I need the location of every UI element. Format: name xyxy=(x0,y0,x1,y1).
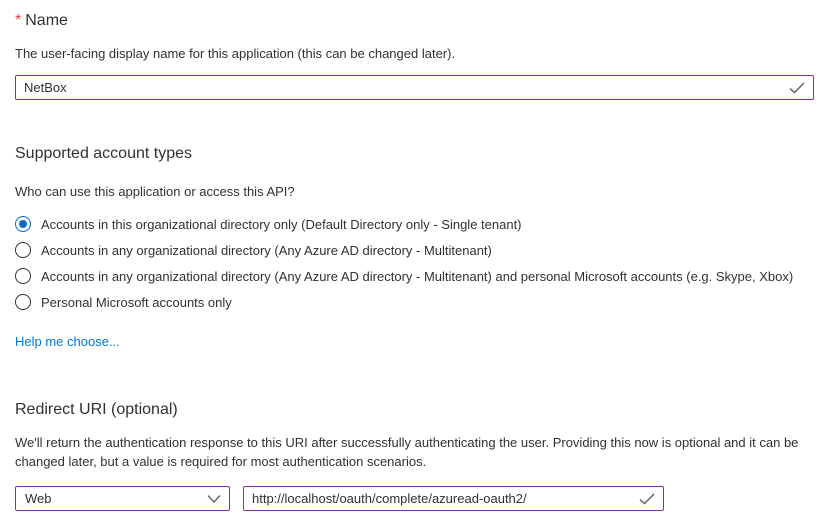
account-types-question: Who can use this application or access this API? xyxy=(15,184,295,199)
account-types-title: Supported account types xyxy=(15,145,193,162)
radio-option-personal-only[interactable] xyxy=(15,289,814,315)
platform-select[interactable] xyxy=(15,486,230,511)
name-title-text: Name xyxy=(25,12,68,29)
name-input-wrap xyxy=(15,75,814,100)
radio-option-multitenant[interactable] xyxy=(15,237,814,263)
radio-option-single-tenant[interactable] xyxy=(15,211,814,237)
radio-button-icon[interactable] xyxy=(15,242,31,258)
chevron-down-icon xyxy=(207,494,221,503)
name-description: The user-facing display name for this application (this can be changed later). xyxy=(15,46,456,61)
radio-option-multitenant-personal[interactable] xyxy=(15,263,814,289)
radio-button-icon[interactable] xyxy=(15,268,31,284)
radio-option-label: Accounts in any organizational directory (Any Azure AD directory - Multitenant) and personal Microsoft accounts (e.g. Skype, Xbox) xyxy=(41,268,794,284)
required-asterisk: * xyxy=(15,12,22,29)
redirect-uri-section xyxy=(15,400,814,511)
account-type-radio-group xyxy=(15,211,814,315)
redirect-uri-title: Redirect URI (optional) xyxy=(15,401,178,418)
supported-account-types-section xyxy=(15,144,814,351)
platform-selected-value: Web xyxy=(25,491,52,506)
name-input[interactable] xyxy=(15,75,814,100)
redirect-uri-input-wrap xyxy=(243,486,664,511)
redirect-uri-input[interactable] xyxy=(243,486,664,511)
redirect-uri-description: We'll return the authentication response to this URI after successfully authenticating the user. Providing this now is optional and it can be changed later, but a value is required for most authentication scenarios. xyxy=(15,435,799,469)
help-me-choose-link[interactable]: Help me choose... xyxy=(15,334,120,349)
radio-button-icon[interactable] xyxy=(15,294,31,310)
radio-button-icon[interactable] xyxy=(15,216,31,232)
redirect-uri-row xyxy=(15,486,814,511)
radio-option-label: Accounts in any organizational directory (Any Azure AD directory - Multitenant) xyxy=(41,242,492,258)
radio-option-label: Accounts in this organizational directory only (Default Directory only - Single tenant) xyxy=(41,216,522,232)
radio-option-label: Personal Microsoft accounts only xyxy=(41,294,232,310)
name-section-title xyxy=(15,11,814,30)
